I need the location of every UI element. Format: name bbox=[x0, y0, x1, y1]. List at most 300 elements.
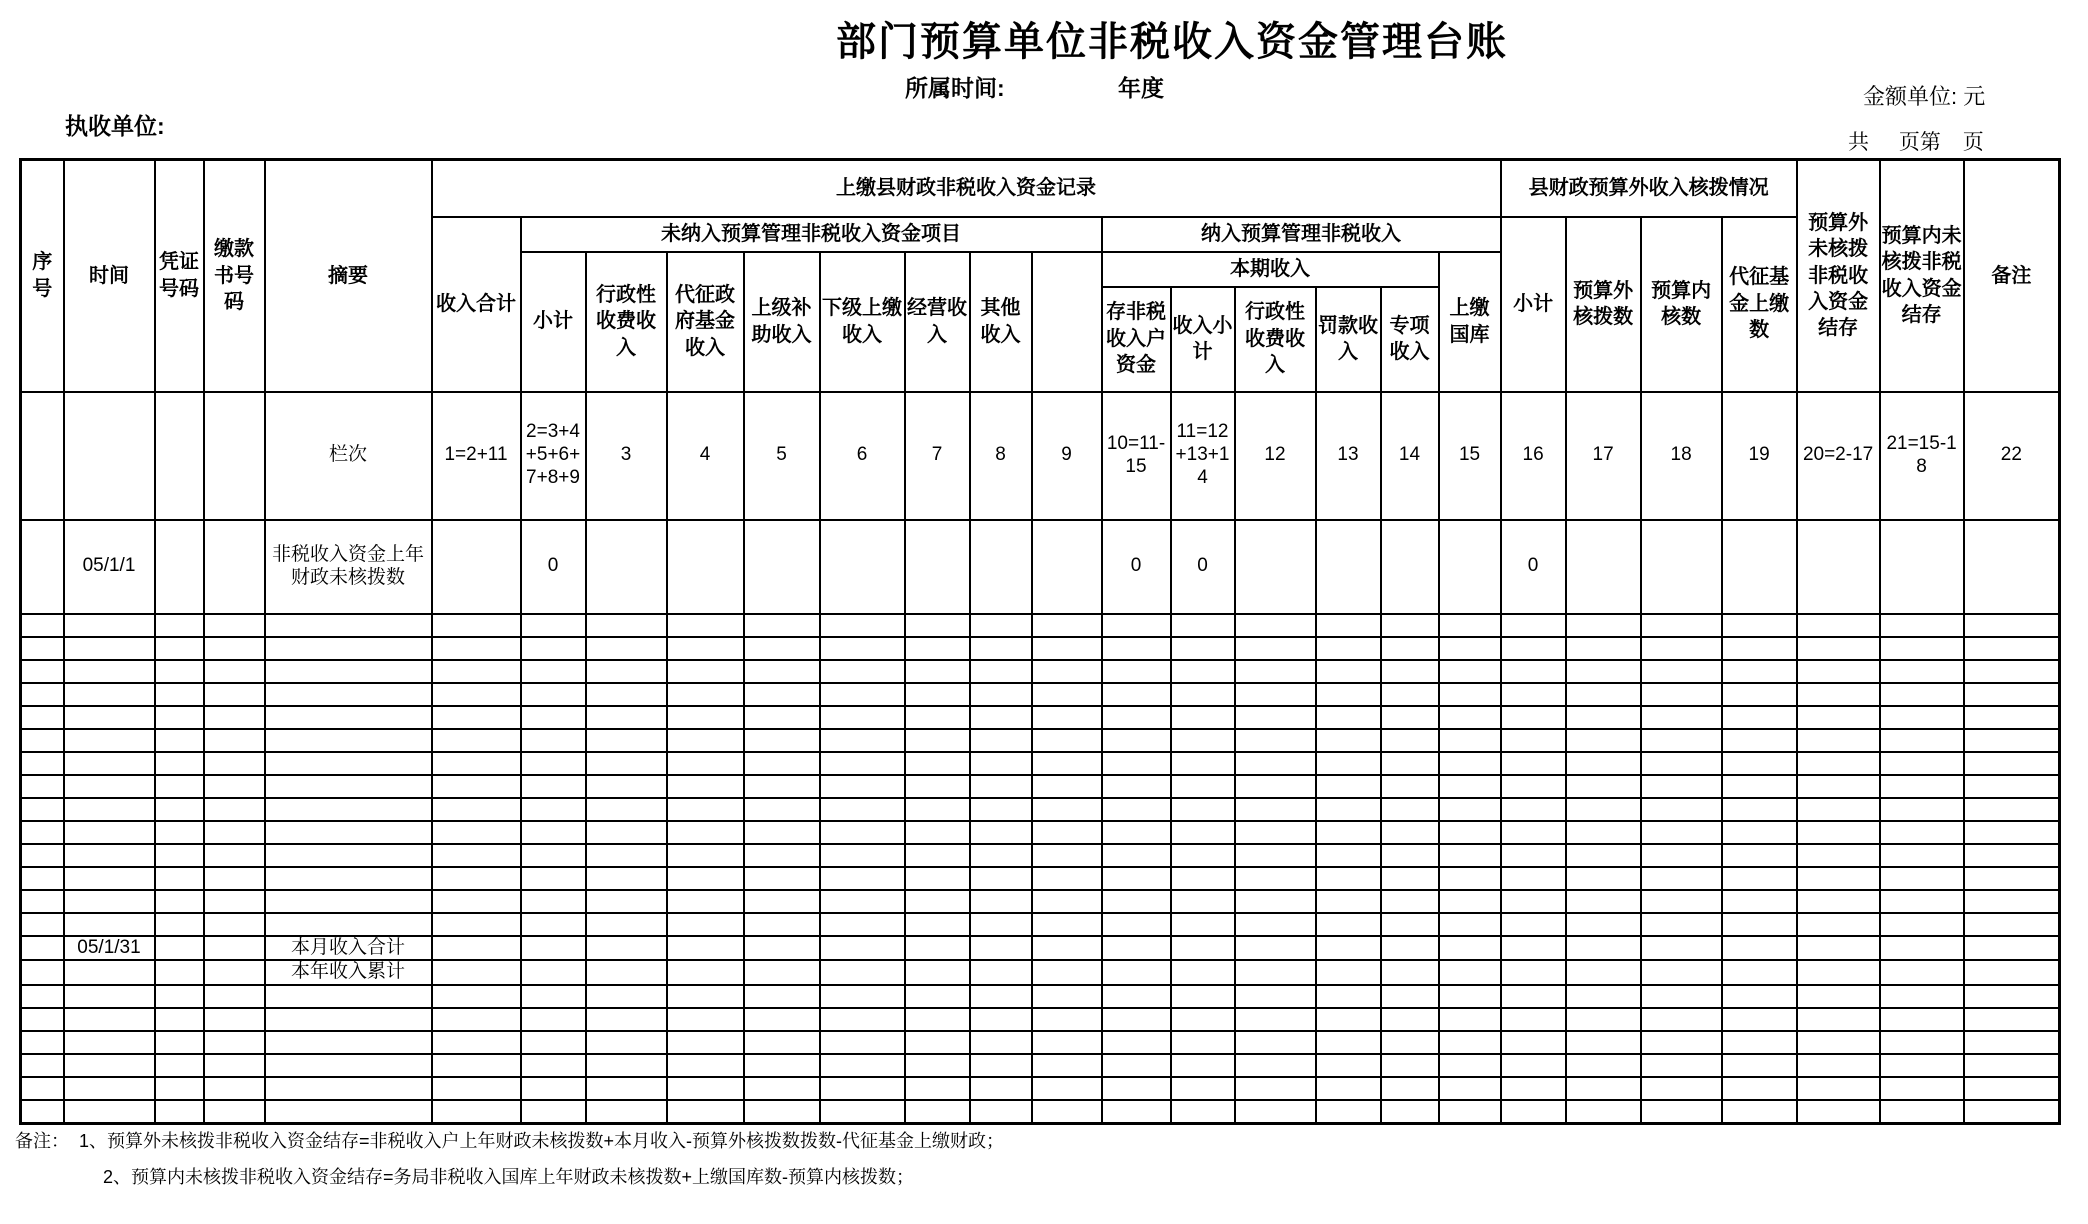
column-number-row bbox=[21, 392, 2060, 520]
header-income-total: 收入合计 bbox=[432, 217, 521, 392]
empty-cell bbox=[970, 844, 1032, 867]
empty-cell bbox=[155, 960, 204, 985]
empty-cell bbox=[1381, 1100, 1439, 1123]
empty-cell bbox=[1964, 985, 2060, 1008]
empty-row bbox=[21, 1008, 2060, 1031]
empty-cell bbox=[1641, 890, 1722, 913]
empty-cell bbox=[1880, 683, 1964, 706]
empty-cell bbox=[1501, 890, 1566, 913]
empty-cell bbox=[820, 936, 905, 961]
empty-cell bbox=[1501, 683, 1566, 706]
empty-cell bbox=[744, 844, 820, 867]
empty-cell bbox=[265, 660, 432, 683]
empty-cell bbox=[820, 913, 905, 936]
empty-cell bbox=[1102, 960, 1171, 985]
empty-cell bbox=[1964, 637, 2060, 660]
empty-cell bbox=[1566, 1031, 1641, 1054]
empty-cell bbox=[586, 1054, 667, 1077]
empty-cell bbox=[1316, 1054, 1381, 1077]
empty-cell bbox=[521, 890, 586, 913]
empty-cell bbox=[521, 637, 586, 660]
empty-cell bbox=[521, 960, 586, 985]
empty-cell bbox=[1381, 936, 1439, 961]
empty-cell bbox=[204, 913, 265, 936]
empty-cell bbox=[1797, 960, 1880, 985]
empty-cell bbox=[1641, 614, 1722, 637]
empty-cell bbox=[64, 775, 155, 798]
empty-cell bbox=[521, 729, 586, 752]
empty-cell bbox=[1439, 936, 1501, 961]
empty-cell bbox=[64, 798, 155, 821]
empty-cell bbox=[1439, 729, 1501, 752]
empty-cell bbox=[1880, 913, 1964, 936]
empty-cell bbox=[204, 1031, 265, 1054]
empty-cell bbox=[1641, 683, 1722, 706]
empty-cell bbox=[1381, 637, 1439, 660]
empty-cell bbox=[1641, 520, 1722, 614]
empty-cell bbox=[1797, 520, 1880, 614]
empty-cell bbox=[21, 890, 64, 913]
empty-cell bbox=[204, 890, 265, 913]
empty-cell bbox=[820, 752, 905, 775]
empty-cell bbox=[970, 936, 1032, 961]
empty-cell bbox=[204, 392, 265, 520]
empty-row bbox=[21, 706, 2060, 729]
empty-cell bbox=[64, 913, 155, 936]
empty-row bbox=[21, 821, 2060, 844]
empty-cell bbox=[820, 1031, 905, 1054]
empty-cell bbox=[1235, 890, 1316, 913]
empty-cell bbox=[1102, 729, 1171, 752]
empty-cell bbox=[1880, 867, 1964, 890]
empty-cell bbox=[667, 1100, 744, 1123]
empty-cell bbox=[432, 752, 521, 775]
empty-cell bbox=[667, 960, 744, 985]
period-unit-label: 年度 bbox=[1118, 75, 1164, 101]
col-num-17: 17 bbox=[1566, 392, 1641, 520]
empty-cell bbox=[905, 637, 970, 660]
empty-cell bbox=[1235, 936, 1316, 961]
empty-cell bbox=[1171, 1100, 1235, 1123]
empty-cell bbox=[155, 844, 204, 867]
col-num-21: 21=15-18 bbox=[1880, 392, 1964, 520]
empty-cell bbox=[1722, 752, 1797, 775]
empty-cell bbox=[905, 614, 970, 637]
empty-cell bbox=[1381, 890, 1439, 913]
empty-cell bbox=[155, 520, 204, 614]
empty-cell bbox=[155, 1077, 204, 1100]
empty-cell bbox=[667, 798, 744, 821]
empty-cell bbox=[905, 752, 970, 775]
opening-summary: 非税收入资金上年财政未核拨数 bbox=[265, 520, 432, 614]
empty-cell bbox=[1439, 752, 1501, 775]
empty-cell bbox=[1235, 913, 1316, 936]
empty-cell bbox=[1797, 1077, 1880, 1100]
empty-cell bbox=[1964, 660, 2060, 683]
empty-cell bbox=[21, 729, 64, 752]
empty-cell bbox=[905, 1008, 970, 1031]
empty-cell bbox=[820, 798, 905, 821]
empty-cell bbox=[1102, 1008, 1171, 1031]
empty-cell bbox=[265, 913, 432, 936]
empty-cell bbox=[1964, 798, 2060, 821]
empty-cell bbox=[1171, 867, 1235, 890]
empty-cell bbox=[970, 960, 1032, 985]
empty-cell bbox=[1316, 752, 1381, 775]
empty-cell bbox=[1381, 913, 1439, 936]
col-num-13: 13 bbox=[1316, 392, 1381, 520]
empty-cell bbox=[521, 614, 586, 637]
empty-cell bbox=[1235, 960, 1316, 985]
empty-cell bbox=[905, 821, 970, 844]
empty-cell bbox=[1566, 729, 1641, 752]
empty-cell bbox=[905, 867, 970, 890]
empty-cell bbox=[1964, 683, 2060, 706]
empty-cell bbox=[21, 706, 64, 729]
empty-cell bbox=[204, 1077, 265, 1100]
empty-cell bbox=[667, 867, 744, 890]
empty-cell bbox=[1439, 821, 1501, 844]
empty-cell bbox=[1566, 1100, 1641, 1123]
empty-row bbox=[21, 867, 2060, 890]
empty-row bbox=[21, 729, 2060, 752]
empty-cell bbox=[586, 985, 667, 1008]
empty-cell bbox=[64, 706, 155, 729]
empty-cell bbox=[1381, 1031, 1439, 1054]
empty-cell bbox=[204, 752, 265, 775]
empty-cell bbox=[1964, 1077, 2060, 1100]
empty-cell bbox=[1171, 660, 1235, 683]
empty-cell bbox=[1566, 821, 1641, 844]
empty-cell bbox=[586, 752, 667, 775]
empty-cell bbox=[586, 936, 667, 961]
empty-cell bbox=[1439, 614, 1501, 637]
empty-cell bbox=[1032, 706, 1102, 729]
empty-cell bbox=[1566, 985, 1641, 1008]
empty-cell bbox=[1439, 1077, 1501, 1100]
col-num-12: 12 bbox=[1235, 392, 1316, 520]
empty-cell bbox=[521, 867, 586, 890]
empty-cell bbox=[970, 985, 1032, 1008]
empty-cell bbox=[1797, 775, 1880, 798]
empty-cell bbox=[1722, 1031, 1797, 1054]
empty-cell bbox=[820, 890, 905, 913]
header-nontax-account: 存非税收入户资金 bbox=[1102, 287, 1171, 392]
empty-cell bbox=[64, 844, 155, 867]
footnotes bbox=[15, 1130, 1004, 1188]
page-suffix-label: 页 bbox=[1962, 131, 1984, 154]
empty-cell bbox=[667, 660, 744, 683]
empty-cell bbox=[1566, 844, 1641, 867]
col-num-1: 1=2+11 bbox=[432, 392, 521, 520]
empty-cell bbox=[432, 867, 521, 890]
empty-cell bbox=[1566, 752, 1641, 775]
empty-cell bbox=[155, 821, 204, 844]
empty-cell bbox=[1566, 1054, 1641, 1077]
empty-cell bbox=[1171, 821, 1235, 844]
empty-cell bbox=[155, 1008, 204, 1031]
empty-cell bbox=[21, 821, 64, 844]
empty-cell bbox=[1439, 985, 1501, 1008]
empty-cell bbox=[265, 985, 432, 1008]
year-total-summary: 本年收入累计 bbox=[265, 960, 432, 985]
empty-cell bbox=[1880, 821, 1964, 844]
header-superior-subsidy: 上级补助收入 bbox=[744, 252, 820, 392]
empty-cell bbox=[1316, 1100, 1381, 1123]
empty-cell bbox=[905, 1031, 970, 1054]
empty-cell bbox=[1102, 775, 1171, 798]
empty-cell bbox=[1964, 867, 2060, 890]
month-total-row bbox=[21, 936, 2060, 961]
col-num-9: 9 bbox=[1032, 392, 1102, 520]
header-admin-fee: 行政性收费收入 bbox=[586, 252, 667, 392]
empty-cell bbox=[905, 960, 970, 985]
empty-cell bbox=[1641, 706, 1722, 729]
empty-cell bbox=[204, 683, 265, 706]
empty-cell bbox=[1032, 1077, 1102, 1100]
empty-cell bbox=[21, 614, 64, 637]
empty-cell bbox=[905, 706, 970, 729]
empty-cell bbox=[1964, 614, 2060, 637]
amount-unit-label: 金额单位: 元 bbox=[1863, 84, 1986, 109]
header-row-groups bbox=[21, 160, 2060, 217]
empty-cell bbox=[744, 960, 820, 985]
empty-cell bbox=[820, 775, 905, 798]
empty-cell bbox=[744, 936, 820, 961]
empty-cell bbox=[1171, 1008, 1235, 1031]
empty-cell bbox=[64, 890, 155, 913]
empty-cell bbox=[1171, 1077, 1235, 1100]
empty-cell bbox=[265, 1054, 432, 1077]
empty-cell bbox=[586, 890, 667, 913]
empty-cell bbox=[1722, 798, 1797, 821]
empty-cell bbox=[1171, 775, 1235, 798]
empty-cell bbox=[265, 729, 432, 752]
header-gov-fund: 代征政府基金收入 bbox=[667, 252, 744, 392]
empty-cell bbox=[265, 1077, 432, 1100]
empty-cell bbox=[1381, 775, 1439, 798]
col-num-18: 18 bbox=[1641, 392, 1722, 520]
empty-cell bbox=[970, 1031, 1032, 1054]
empty-cell bbox=[1880, 985, 1964, 1008]
empty-cell bbox=[1797, 706, 1880, 729]
empty-cell bbox=[1880, 1077, 1964, 1100]
header-group-record: 上缴县财政非税收入资金记录 bbox=[432, 160, 1501, 217]
empty-cell bbox=[1641, 844, 1722, 867]
col-num-10: 10=11-15 bbox=[1102, 392, 1171, 520]
empty-cell bbox=[970, 798, 1032, 821]
empty-cell bbox=[744, 775, 820, 798]
empty-cell bbox=[970, 660, 1032, 683]
empty-cell bbox=[586, 1100, 667, 1123]
empty-cell bbox=[905, 775, 970, 798]
empty-cell bbox=[970, 1077, 1032, 1100]
empty-cell bbox=[667, 1008, 744, 1031]
empty-cell bbox=[1235, 1077, 1316, 1100]
empty-cell bbox=[1964, 1008, 2060, 1031]
empty-cell bbox=[1566, 637, 1641, 660]
empty-cell bbox=[1032, 798, 1102, 821]
page-total-label: 共 bbox=[1848, 131, 1869, 154]
opening-balance-row bbox=[21, 520, 2060, 614]
empty-cell bbox=[1032, 913, 1102, 936]
empty-cell bbox=[1102, 821, 1171, 844]
empty-cell bbox=[1235, 775, 1316, 798]
empty-cell bbox=[1171, 729, 1235, 752]
empty-cell bbox=[1032, 867, 1102, 890]
empty-cell bbox=[1722, 520, 1797, 614]
empty-cell bbox=[667, 821, 744, 844]
empty-cell bbox=[64, 985, 155, 1008]
header-group-current-income: 本期收入 bbox=[1102, 252, 1439, 287]
empty-cell bbox=[820, 1054, 905, 1077]
empty-cell bbox=[432, 706, 521, 729]
empty-cell bbox=[521, 985, 586, 1008]
empty-cell bbox=[155, 614, 204, 637]
empty-cell bbox=[1501, 1031, 1566, 1054]
empty-cell bbox=[1797, 1031, 1880, 1054]
empty-cell bbox=[204, 1054, 265, 1077]
empty-cell bbox=[265, 1100, 432, 1123]
empty-cell bbox=[1880, 1008, 1964, 1031]
empty-cell bbox=[744, 660, 820, 683]
empty-cell bbox=[155, 637, 204, 660]
empty-cell bbox=[1722, 729, 1797, 752]
empty-cell bbox=[820, 985, 905, 1008]
empty-cell bbox=[1641, 729, 1722, 752]
empty-cell bbox=[1880, 637, 1964, 660]
empty-cell bbox=[1501, 637, 1566, 660]
empty-cell bbox=[1566, 1077, 1641, 1100]
col-num-3: 3 bbox=[586, 392, 667, 520]
empty-cell bbox=[521, 683, 586, 706]
empty-cell bbox=[586, 960, 667, 985]
empty-row bbox=[21, 1077, 2060, 1100]
empty-cell bbox=[744, 706, 820, 729]
empty-cell bbox=[1501, 985, 1566, 1008]
empty-cell bbox=[1501, 706, 1566, 729]
empty-cell bbox=[1797, 1054, 1880, 1077]
empty-cell bbox=[1316, 614, 1381, 637]
empty-cell bbox=[586, 798, 667, 821]
empty-cell bbox=[1880, 775, 1964, 798]
empty-cell bbox=[1102, 660, 1171, 683]
empty-cell bbox=[1641, 1100, 1722, 1123]
empty-cell bbox=[1316, 985, 1381, 1008]
empty-cell bbox=[586, 821, 667, 844]
lanci-label: 栏次 bbox=[265, 392, 432, 520]
empty-cell bbox=[155, 660, 204, 683]
empty-cell bbox=[1722, 913, 1797, 936]
empty-cell bbox=[586, 867, 667, 890]
empty-cell bbox=[1439, 520, 1501, 614]
empty-cell bbox=[21, 913, 64, 936]
opening-nontax-account: 0 bbox=[1102, 520, 1171, 614]
col-num-6: 6 bbox=[820, 392, 905, 520]
empty-cell bbox=[970, 1100, 1032, 1123]
empty-cell bbox=[64, 1077, 155, 1100]
empty-cell bbox=[667, 752, 744, 775]
empty-cell bbox=[64, 752, 155, 775]
empty-cell bbox=[1501, 775, 1566, 798]
empty-cell bbox=[1501, 821, 1566, 844]
empty-cell bbox=[521, 706, 586, 729]
opening-income-subtotal: 0 bbox=[1171, 520, 1235, 614]
empty-cell bbox=[1171, 1054, 1235, 1077]
empty-row bbox=[21, 1100, 2060, 1123]
empty-cell bbox=[1032, 520, 1102, 614]
empty-cell bbox=[1316, 936, 1381, 961]
empty-cell bbox=[1797, 890, 1880, 913]
empty-cell bbox=[204, 1008, 265, 1031]
empty-cell bbox=[1439, 960, 1501, 985]
empty-cell bbox=[1722, 844, 1797, 867]
page-count bbox=[1848, 126, 1984, 156]
empty-cell bbox=[1964, 890, 2060, 913]
empty-cell bbox=[1797, 798, 1880, 821]
empty-cell bbox=[1964, 775, 2060, 798]
empty-cell bbox=[1032, 985, 1102, 1008]
empty-cell bbox=[1797, 637, 1880, 660]
empty-cell bbox=[521, 1100, 586, 1123]
empty-cell bbox=[744, 1008, 820, 1031]
empty-cell bbox=[744, 520, 820, 614]
col-num-11: 11=12+13+14 bbox=[1171, 392, 1235, 520]
empty-cell bbox=[1032, 936, 1102, 961]
empty-cell bbox=[265, 683, 432, 706]
empty-cell bbox=[1102, 936, 1171, 961]
header-other: 其他收入 bbox=[970, 252, 1032, 392]
empty-cell bbox=[1880, 798, 1964, 821]
footnote-1-text: 1、预算外未核拨非税收入资金结存=非税收入户上年财政未核拨数+本月收入-预算外核拨数拨数-代征基金上缴财政； bbox=[79, 1131, 1005, 1151]
empty-cell bbox=[820, 867, 905, 890]
empty-cell bbox=[1439, 844, 1501, 867]
empty-cell bbox=[1381, 844, 1439, 867]
empty-cell bbox=[432, 637, 521, 660]
empty-cell bbox=[905, 798, 970, 821]
empty-cell bbox=[744, 683, 820, 706]
empty-cell bbox=[1439, 1008, 1501, 1031]
empty-cell bbox=[1381, 821, 1439, 844]
empty-cell bbox=[905, 729, 970, 752]
empty-cell bbox=[1880, 960, 1964, 985]
opening-date: 05/1/1 bbox=[64, 520, 155, 614]
empty-cell bbox=[667, 520, 744, 614]
empty-cell bbox=[667, 985, 744, 1008]
header-in-budget-balance: 预算内未核拨非税收入资金结存 bbox=[1880, 160, 1964, 392]
empty-cell bbox=[905, 660, 970, 683]
empty-cell bbox=[1235, 1100, 1316, 1123]
empty-cell bbox=[1797, 683, 1880, 706]
empty-cell bbox=[820, 960, 905, 985]
empty-cell bbox=[744, 752, 820, 775]
empty-cell bbox=[1032, 1031, 1102, 1054]
empty-cell bbox=[744, 1054, 820, 1077]
empty-cell bbox=[265, 706, 432, 729]
empty-cell bbox=[1316, 1008, 1381, 1031]
empty-cell bbox=[21, 1008, 64, 1031]
empty-cell bbox=[1235, 729, 1316, 752]
empty-cell bbox=[1439, 660, 1501, 683]
empty-row bbox=[21, 1054, 2060, 1077]
empty-cell bbox=[905, 936, 970, 961]
empty-cell bbox=[1316, 683, 1381, 706]
empty-cell bbox=[1102, 867, 1171, 890]
empty-cell bbox=[21, 844, 64, 867]
empty-cell bbox=[1171, 890, 1235, 913]
empty-cell bbox=[1171, 844, 1235, 867]
empty-cell bbox=[1722, 637, 1797, 660]
